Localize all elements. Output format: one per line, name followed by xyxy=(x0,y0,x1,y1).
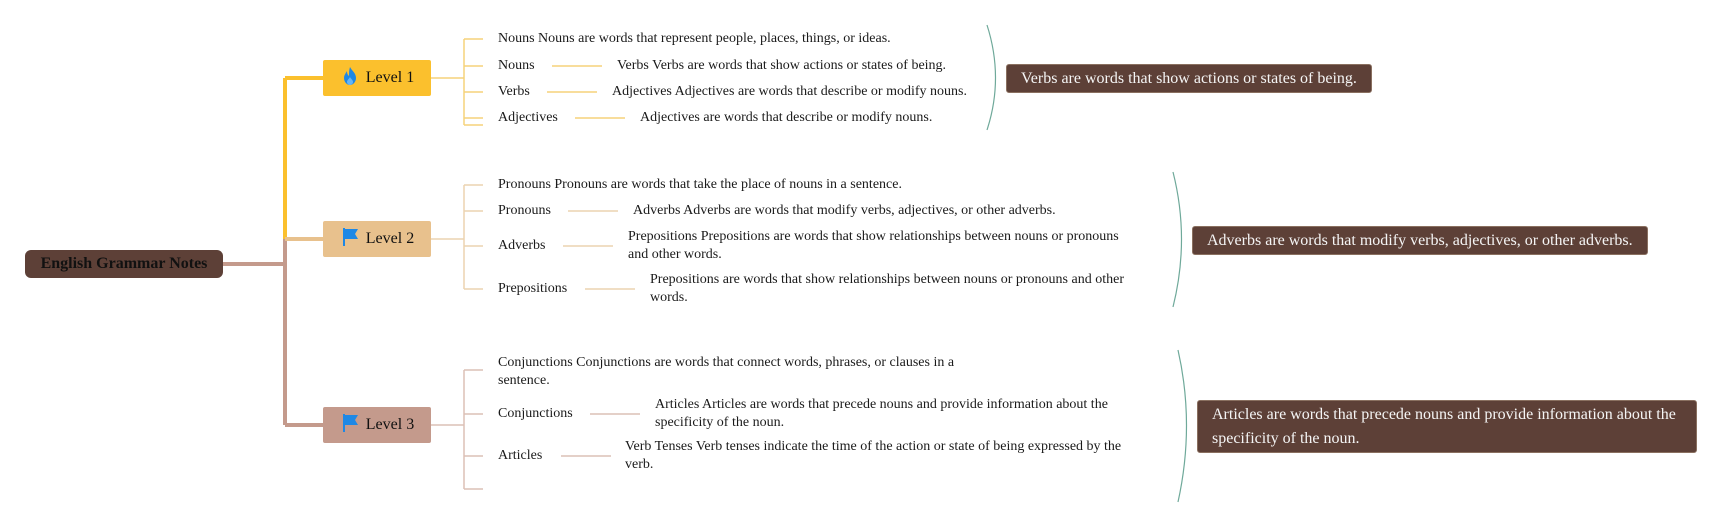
level-1-row-3-term[interactable]: Verbs xyxy=(498,84,530,99)
level-3-row-1[interactable]: Conjunctions Conjunctions are words that connect words, phrases, or clauses in a sentence. xyxy=(498,355,955,388)
root-title: English Grammar Notes xyxy=(40,255,208,272)
level-1-label: Level 1 xyxy=(365,69,415,86)
level-2-row-2-def[interactable]: Adverbs Adverbs are words that modify verbs, adjectives, or other adverbs. xyxy=(633,203,1056,218)
level-2-node[interactable] xyxy=(323,221,431,257)
flag-icon xyxy=(340,413,360,438)
level-1-row-3-def[interactable]: Adjectives Adjectives are words that describe or modify nouns. xyxy=(612,84,967,99)
level-3-row-3-term[interactable]: Articles xyxy=(498,448,543,463)
flame-icon xyxy=(340,66,360,91)
level-3-row-3-def[interactable]: Verb Tenses Verb tenses indicate the time of the action or state of being expressed by the verb. xyxy=(625,439,1122,472)
root-node[interactable] xyxy=(25,250,223,278)
level-1-summary[interactable]: Verbs are words that show actions or states of being. xyxy=(1006,64,1372,93)
level-1-row-2-def[interactable]: Verbs Verbs are words that show actions or states of being. xyxy=(617,58,947,73)
level-3-summary[interactable]: Articles are words that precede nouns and provide information about the specificity of the noun. xyxy=(1197,400,1697,453)
level-2-row-3-term[interactable]: Adverbs xyxy=(498,238,546,253)
level-2-row-4-term[interactable]: Prepositions xyxy=(498,281,568,296)
level-1-row-2-term[interactable]: Nouns xyxy=(498,58,535,73)
level-2-summary[interactable]: Adverbs are words that modify verbs, adjectives, or other adverbs. xyxy=(1192,226,1648,255)
level-3-row-2-term[interactable]: Conjunctions xyxy=(498,406,573,421)
level-1-row-4-term[interactable]: Adjectives xyxy=(498,110,558,125)
level-3-row-2-def[interactable]: Articles Articles are words that precede nouns and provide information about the specificity of the noun. xyxy=(655,397,1108,430)
level-1-row-1[interactable]: Nouns Nouns are words that represent people, places, things, or ideas. xyxy=(498,31,891,46)
level-2-row-1[interactable]: Pronouns Pronouns are words that take the place of nouns in a sentence. xyxy=(498,177,902,192)
level-2-row-3-def[interactable]: Prepositions Prepositions are words that show relationships between nouns or pronouns and other words. xyxy=(628,229,1119,262)
level-2-row-4-def[interactable]: Prepositions are words that show relationships between nouns or pronouns and other words. xyxy=(650,272,1124,305)
level-2-label: Level 2 xyxy=(365,230,415,247)
level-3-node[interactable] xyxy=(323,407,431,443)
level-1-row-4-def[interactable]: Adjectives are words that describe or modify nouns. xyxy=(640,110,933,125)
level-2-row-2-term[interactable]: Pronouns xyxy=(498,203,551,218)
flag-icon xyxy=(340,227,360,252)
level-3-label: Level 3 xyxy=(365,416,415,433)
level-1-node[interactable] xyxy=(323,60,431,96)
